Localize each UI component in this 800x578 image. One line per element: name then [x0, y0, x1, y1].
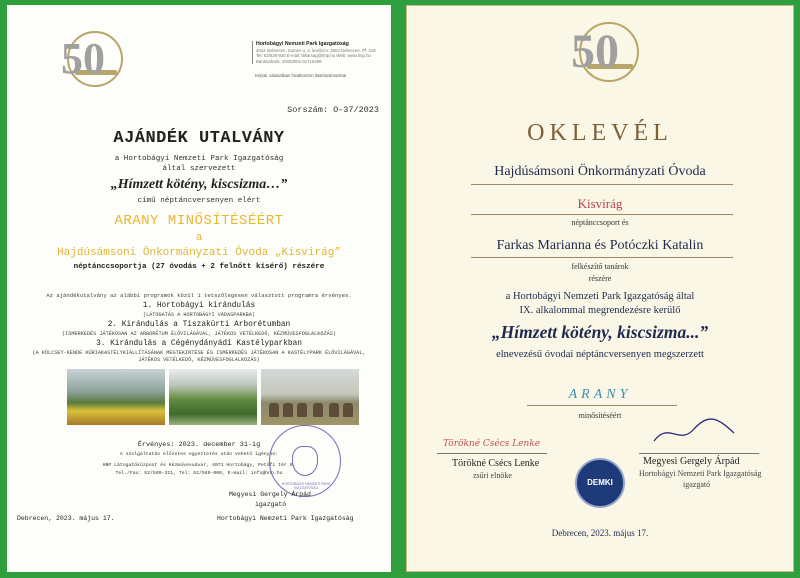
event-sub: című néptáncversenyen elért [137, 197, 261, 205]
contact-note: A szolgáltatás előzetes egyeztetés után vehető igénybe: [119, 452, 279, 457]
official-stamp: HORTOBÁGYI NEMZETI PARK IGAZGATÓSÁG [269, 425, 341, 497]
award-sub: minősítéséért [578, 411, 622, 420]
sig1-name: Törökné Csécs Lenke [452, 458, 540, 469]
organizer: a Hortobágyi Nemzeti Park Igazgatóság által [505, 291, 695, 302]
school-name: Hajdúsámsoni Önkormányzati Óvoda „Kisvirág” [57, 247, 341, 259]
signature-2 [649, 411, 739, 451]
group-name: Kisvirág [577, 196, 623, 211]
letterhead-note: Kérjük, válaszában hivatkozzon iktatószámunkra! [255, 73, 347, 78]
recipient-org: Hajdúsámsoni Önkormányzati Óvoda [494, 164, 706, 179]
program-1-desc: (LÁTOGATÁS A HORTOBÁGYI VADASPARKBA) [142, 312, 256, 318]
signer-name: Megyesi Gergely Árpád [229, 491, 311, 498]
letterhead: Hortobágyi Nemzeti Park Igazgatóság 4024 Debrecen, Sumen u. 2. levélcím: 4002 Debrecen, Pf. 216 Tel: 52/529-920 E-mail: titkarsag@hnp.hu Web: www.hnp.hu Bankszámla: 10033001-01715488 [252, 41, 387, 64]
voucher-title: AJÁNDÉK UTALVÁNY [113, 129, 285, 148]
org-line-2: által szervezett [162, 165, 236, 173]
serial-number: Sorszám: O-37/2023 [287, 105, 379, 115]
group-label: néptánccsoport és [571, 218, 629, 227]
award-text: ARANY MINŐSÍTÉSÉÉRT [114, 213, 284, 229]
program-3-desc-2: JÁTÉKOS VETÉLKEDŐ, KÉZMŰVESFOGLALKOZÁS) [138, 357, 260, 363]
program-2-desc: (ISMERKEDÉS JÁTÉKOSAN AZ ARBORÉTUM ÉLŐVILÁGÁVAL, JÁTÉKOS VETÉLKEDŐ, KÉZMŰVESFOGLALKOZÁS) [62, 331, 336, 337]
program-3-title: 3. Kirándulás a Cégénydányádi Kastélyparkban [96, 340, 302, 348]
teachers-label-2: részére [588, 274, 612, 283]
issue-date: Debrecen, 2023. május 17. [551, 528, 649, 538]
anniversary-50-logo: 50 [567, 20, 643, 86]
award-text: ARANY [568, 387, 632, 402]
edition: IX. alkalommal megrendezésre kerülő [519, 305, 681, 316]
photo-arboretum [169, 369, 257, 425]
event-sub: elnevezésű óvodai néptáncversenyen megszerzett [496, 349, 704, 360]
anniversary-50-logo: 50 [57, 29, 127, 89]
sig2-role: Hortobágyi Nemzeti Park Igazgatóság [639, 469, 762, 478]
program-1-title: 1. Hortobágyi kirándulás [142, 302, 256, 310]
teachers-label: felkészítő tanárok [571, 262, 629, 271]
footer-org: Hortobágyi Nemzeti Park Igazgatóság [217, 515, 354, 522]
event-name: „Hímzett kötény, kiscsizma…” [110, 177, 288, 192]
validity-note: Az ajándékutalvány az alábbi programok közül 1 tetszőlegesen választott programra érvényes. [46, 292, 352, 299]
award-a: a [195, 232, 203, 244]
diploma-title: OKLEVÉL [527, 120, 673, 146]
contact-address: HNP Látogatóközpont és Kézművesudvar, 4071 Hortobágy, Petőfi tér 9. [102, 463, 296, 468]
photo-hortobagy [67, 369, 165, 425]
sig2-name: Megyesi Gergely Árpád [643, 456, 740, 467]
issue-date: Debrecen, 2023. május 17. [17, 515, 115, 522]
program-3-desc: (A KÖLCSEY-KENDE KÚRIAKASTÉLYKIÁLLÍTÁSÁNAK MEGTEKINTÉSE ÉS ISMERKEDÉS JÁTÉKOSAN A KASTÉLYPARK ÉLŐVILÁGÁVAL, [32, 350, 366, 356]
photo-horses [261, 369, 359, 425]
diploma [406, 5, 794, 572]
valid-until: Érvényes: 2023. december 31-ig [137, 441, 261, 449]
teachers: Farkas Marianna és Potóczki Katalin [496, 238, 704, 253]
contact-phone: Tel./Fax: 52/589-321, Tel: 52/589-000, E-mail: info@hnp.hu [115, 471, 283, 476]
org-line: a Hortobágyi Nemzeti Park Igazgatóság [114, 155, 284, 163]
signer-role: igazgató [255, 501, 287, 508]
sig2-role-2: igazgató [683, 480, 711, 489]
gift-voucher [7, 5, 391, 572]
event-name: „Hímzett kötény, kiscsizma...” [491, 322, 709, 342]
signature-1: Törökné Csécs Lenke [443, 439, 541, 449]
program-2-title: 2. Kirándulás a Tiszakürti Arborétumban [107, 321, 291, 329]
group-line: néptánccsoportja (27 óvodás + 2 felnőtt kísérő) részére [73, 263, 325, 271]
sig1-role: zsűri elnöke [473, 471, 512, 480]
demki-seal: DEMKI [575, 458, 625, 508]
